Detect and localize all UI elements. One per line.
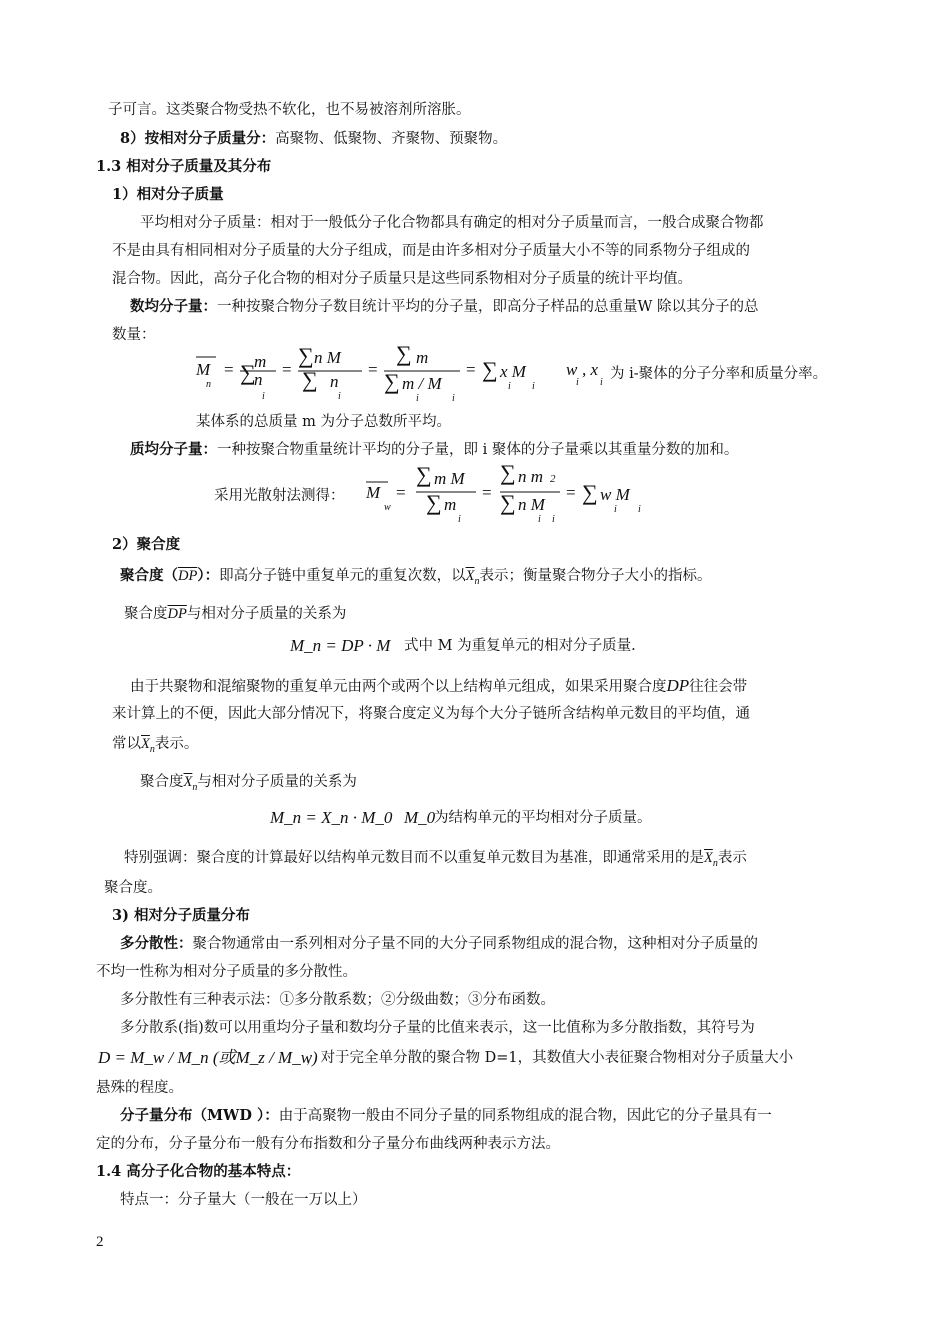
text-span: 一种按聚合物分子数目统计平均的分子量，即高分子样品的总重量W 除以其分子的总 [217, 299, 759, 315]
m0-symbol: M_0 [404, 808, 436, 827]
text-line: 式中 M 为重复单元的相对分子质量. [404, 638, 636, 654]
svg-text:∑: ∑ [582, 480, 598, 505]
subsection-heading: 2）聚合度 [112, 536, 181, 553]
svg-text:i: i [532, 381, 535, 392]
svg-text:n: n [330, 372, 339, 391]
text-span: 由于共聚物和混缩聚物的重复单元由两个或两个以上结构单元组成，如果采用聚合度 [130, 679, 667, 695]
xn-subscript: n [474, 575, 480, 587]
text-line: 数量： [112, 327, 156, 343]
svg-text:∑: ∑ [482, 357, 498, 382]
svg-text:m M: m M [434, 469, 465, 488]
svg-text:w: w [566, 360, 578, 379]
svg-text:n: n [254, 370, 263, 389]
svg-text:=: = [368, 360, 378, 379]
text-span: 即高分子链中重复单元的重复次数，以 [219, 568, 466, 584]
text-line: 采用光散射法测得： [214, 488, 345, 504]
svg-text:∑: ∑ [416, 462, 432, 487]
text-line [124, 604, 346, 624]
xn-subscript: n [149, 743, 155, 755]
dp-symbol: DP [666, 676, 690, 695]
page-number: 2 [96, 1234, 104, 1250]
svg-text:∑: ∑ [500, 490, 516, 515]
xn-symbol: $\overline{X}$ [141, 736, 150, 752]
svg-text:i: i [452, 393, 455, 404]
bold-label: 数均分子量： [130, 298, 217, 315]
svg-text:i: i [552, 514, 555, 525]
svg-text:n: n [206, 379, 211, 390]
text-line [120, 934, 758, 954]
svg-text:i: i [338, 391, 341, 402]
text-line: 定的分布，分子量分布一般有分布指数和分子量分布曲线两种表示方法。 [96, 1136, 560, 1152]
svg-text:i: i [416, 393, 419, 404]
svg-text:i: i [262, 391, 265, 402]
text-line [130, 297, 759, 317]
svg-text:i: i [614, 504, 617, 515]
subsection-heading: 3) 相对分子质量分布 [112, 907, 250, 924]
bold-label: 分子量分布（MWD ）： [120, 1107, 279, 1124]
text-line: 不是由具有相同相对分子质量的大分子组成，而是由许多相对分子质量大小不等的同系物分子组成的 [112, 243, 750, 259]
text-span: 聚合度 [124, 606, 168, 622]
weight-average-formula [360, 452, 660, 532]
svg-text:∑: ∑ [298, 343, 314, 368]
svg-text:∑: ∑ [500, 460, 516, 485]
text-line [120, 566, 711, 592]
svg-text:x M: x M [500, 362, 526, 381]
svg-text:i: i [638, 504, 641, 515]
dp-symbol: $\overline{DP}$ [178, 568, 198, 584]
svg-text:m / M: m / M [402, 374, 442, 393]
svg-text:n M: n M [518, 495, 545, 514]
xn-subscript: n [192, 781, 198, 793]
svg-text:i: i [538, 514, 541, 525]
svg-text:M: M [366, 483, 381, 502]
text-span: 表示。 [154, 736, 199, 752]
text-line: 多分散系(指)数可以用重均分子量和数均分子量的比值来表示，这一比值称为多分散指数，其符号为 [120, 1020, 755, 1036]
svg-text:i: i [458, 514, 461, 525]
number-average-formula [190, 335, 660, 405]
text-line: 悬殊的程度。 [96, 1080, 183, 1096]
svg-text:, x: , x [582, 360, 599, 379]
d-equation: D = M_w / M_n (或M_z / M_w) [98, 1048, 318, 1067]
text-line [120, 1106, 772, 1126]
subsection-heading: 1）相对分子质量 [112, 186, 224, 203]
text-span: 聚合度 [140, 774, 184, 790]
text-span: 与相对分子质量的关系为 [186, 606, 347, 622]
text-line: 子可言。这类聚合物受热不软化，也不易被溶剂所溶胀。 [108, 102, 471, 118]
xn-subscript: n [712, 857, 718, 869]
text-line [124, 848, 747, 874]
bold-label: 8）按相对分子质量分： [120, 130, 276, 147]
section-heading: 1.4 高分子化合物的基本特点： [96, 1163, 301, 1180]
svg-text:∑: ∑ [384, 369, 400, 394]
text-span: 往往会带 [689, 679, 748, 695]
svg-text:∑: ∑ [240, 360, 256, 385]
text-line: ，对于完全单分散的聚合物 D=1，其数值大小表征聚合物相对分子质量大小 [306, 1050, 794, 1066]
svg-text:=: = [282, 360, 292, 379]
svg-text:i: i [600, 377, 603, 388]
text-line: 某体系的总质量 m 为分子总数所平均。 [196, 414, 451, 430]
svg-text:m: m [254, 352, 267, 371]
text-span: 常以 [112, 736, 141, 752]
text-span: 高聚物、低聚物、齐聚物、预聚物。 [275, 131, 508, 147]
xn-symbol: $\overline{X}$ [704, 850, 713, 866]
svg-text:i: i [508, 381, 511, 392]
text-span: 一种按聚合物重量统计平均的分子量，即 i 聚体的分子量乘以其重量分数的加和。 [217, 442, 739, 458]
svg-text:m: m [416, 348, 429, 367]
text-span: 表示 [717, 850, 747, 866]
bold-label: 多分散性： [120, 935, 193, 952]
text-line [112, 734, 198, 760]
svg-text:m: m [444, 495, 457, 514]
svg-text:∑: ∑ [426, 490, 442, 515]
text-line: 聚合度。 [104, 880, 162, 896]
svg-text:=: = [482, 483, 492, 502]
dp-equation: M_n = DP · M [290, 636, 391, 655]
text-span: 聚合物通常由一系列相对分子量不同的大分子同系物组成的混合物，这种相对分子质量的 [192, 936, 758, 952]
text-span: 特别强调：聚合度的计算最好以结构单元数目而不以重复单元数目为基准，即通常采用的是 [124, 850, 704, 866]
dp-symbol: $\overline{DP}$ [167, 606, 187, 622]
text-line: 为 i-聚体的分子分率和质量分率。 [610, 366, 828, 382]
svg-text:i: i [576, 377, 579, 388]
text-line: 为结构单元的平均相对分子质量。 [434, 810, 652, 826]
text-line: 混合物。因此，高分子化合物的相对分子质量只是这些同系物相对分子质量的统计平均值。 [112, 271, 692, 287]
bold-label: 质均分子量： [130, 441, 217, 458]
text-span: 由于高聚物一般由不同分子量的同系物组成的混合物，因此它的分子量具有一 [278, 1108, 772, 1124]
bold-label: 聚合度（ [120, 567, 178, 584]
text-span: 与相对分子质量的关系为 [197, 774, 357, 790]
svg-text:M: M [196, 360, 211, 379]
text-line [130, 676, 747, 697]
svg-text:=: = [566, 483, 576, 502]
svg-text:=: = [396, 483, 406, 502]
text-line [120, 129, 507, 149]
section-heading: 1.3 相对分子质量及其分布 [96, 158, 272, 175]
xn-symbol: $\overline{X}$ [465, 568, 475, 584]
svg-text:=: = [466, 360, 476, 379]
text-line: 特点一：分子量大（一般在一万以上） [120, 1192, 367, 1208]
xn-equation: M_n = X_n · M_0 [270, 808, 393, 827]
svg-text:=: = [224, 360, 234, 379]
svg-text:2: 2 [550, 473, 556, 485]
text-span: 表示；衡量聚合物分子大小的指标。 [479, 568, 712, 584]
svg-text:∑: ∑ [302, 367, 318, 392]
svg-text:n m: n m [518, 467, 544, 486]
svg-text:w M: w M [600, 485, 630, 504]
svg-text:n M: n M [314, 348, 341, 367]
svg-text:w: w [384, 502, 391, 513]
text-line: 不均一性称为相对分子质量的多分散性。 [96, 964, 357, 980]
svg-text:∑: ∑ [396, 341, 412, 366]
xn-symbol: $\overline{X}$ [183, 774, 193, 790]
text-line: 多分散性有三种表示法：①多分散系数；②分级曲数；③分布函数。 [120, 992, 555, 1008]
text-line [140, 772, 357, 798]
text-line: 来计算上的不便，因此大部分情况下，将聚合度定义为每个大分子链所含结构单元数目的平均值，通 [112, 706, 750, 722]
text-line: 平均相对分子质量：相对于一般低分子化合物都具有确定的相对分子质量而言，一般合成聚合物都 [140, 215, 764, 231]
bold-label: ）： [197, 567, 220, 584]
